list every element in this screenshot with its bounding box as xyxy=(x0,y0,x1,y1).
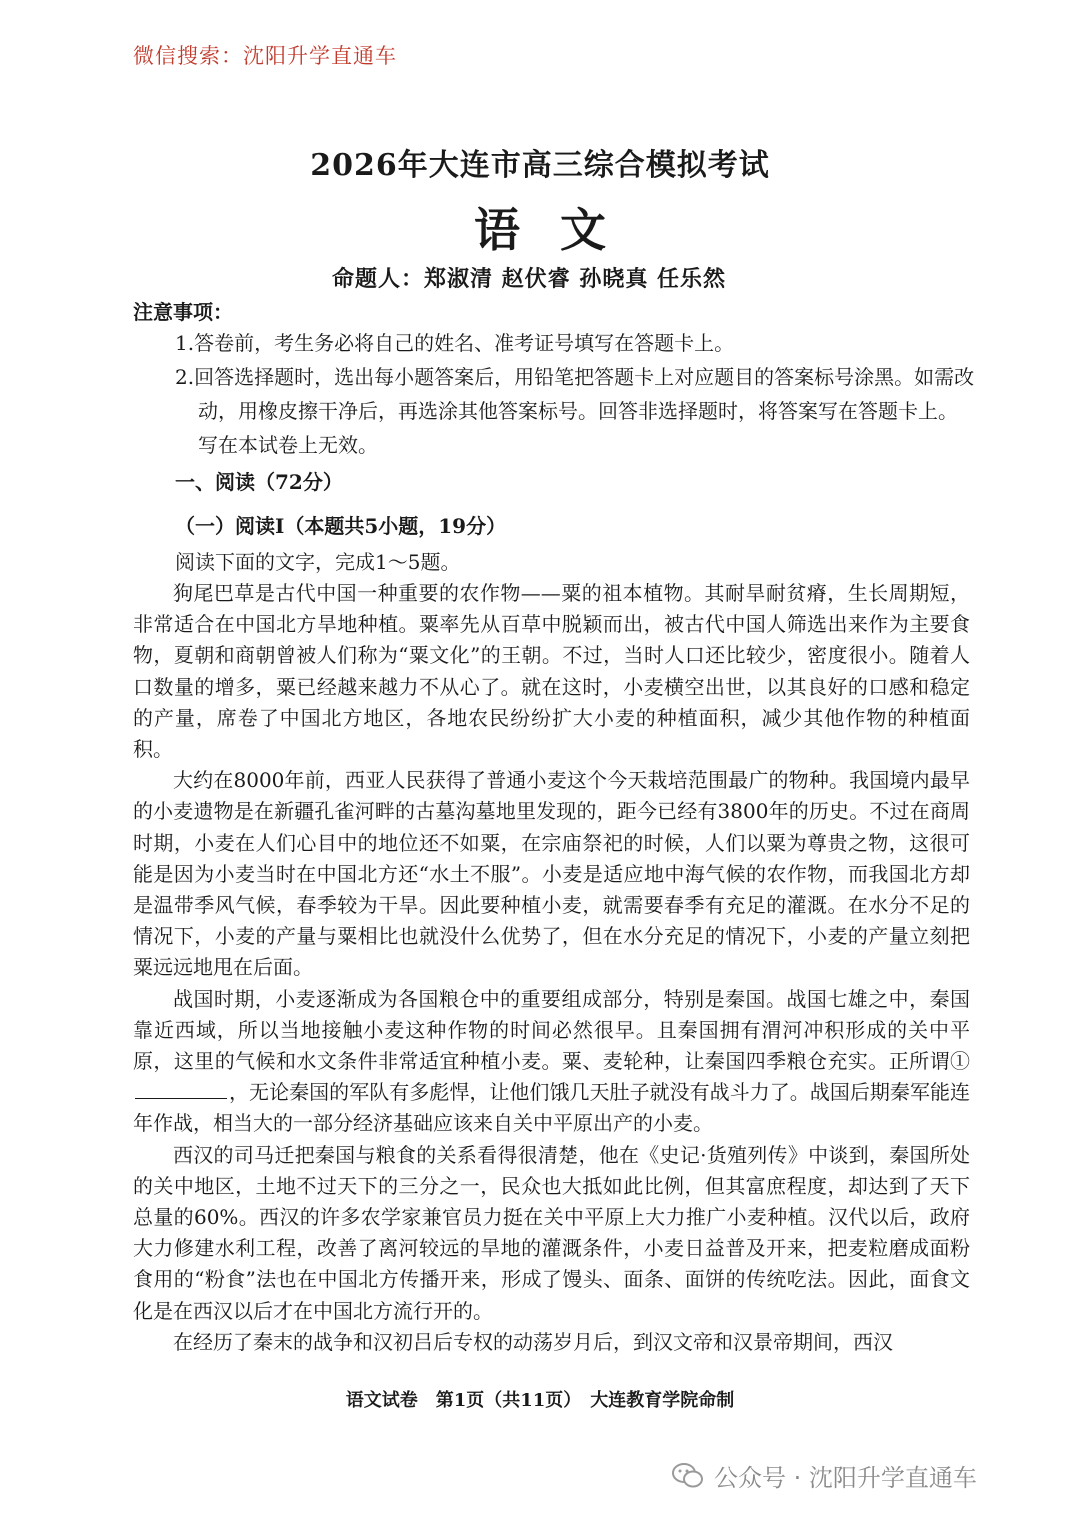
notice-item: 1.答卷前，考生务必将自己的姓名、准考证号填写在答题卡上。 xyxy=(175,331,735,355)
page-footer: 语文试卷 第1页（共11页） 大连教育学院命制 xyxy=(345,1390,735,1411)
wechat-icon xyxy=(672,1462,704,1490)
exam-title: 2026年大连市高三综合模拟考试 xyxy=(310,148,770,183)
passage-paragraph: 大约在8000年前，西亚人民获得了普通小麦这个今天栽培范围最广的物种。我国境内最早的小麦遗物是在新疆孔雀河畔的古墓沟墓地里发现的，距今已经有3800年的历史。不过在商周时期，小麦在人们心目中的地位还不如粟，在宗庙祭祀的时候，人们以粟为尊贵之物，这很可能是因为小麦当时在中国北方还“水土不服”。小麦是适应地中海气候的农作物，而我国北方却是温带季风气候，春季较为干旱。因此要种植小麦，就需要春季有充足的灌溉。在水分不足的情况下，小麦的产量与粟相比也就没什么优势了，但在水分充足的情况下，小麦的产量立刻把粟远远地甩在后面。 xyxy=(133,768,970,980)
passage-text: 战国时期，小麦逐渐成为各国粮仓中的重要组成部分，特别是秦国。战国七雄之中，秦国靠近西域，所以当地接触小麦这种作物的时间必然很早。且秦国拥有渭河冲积形成的关中平原，这里的气候和水文条件非常适宜种植小麦。粟、麦轮种，让秦国四季粮仓充实。正所谓① xyxy=(133,986,970,1074)
passage-paragraph: 狗尾巴草是古代中国一种重要的农作物——粟的祖本植物。其耐旱耐贫瘠，生长周期短，非常适合在中国北方旱地种植。粟率先从百草中脱颖而出，被古代中国人筛选出来作为主要食物，夏朝和商朝曾被人们称为“粟文化”的王朝。不过，当时人口还比较少，密度很小。随着人口数量的增多，粟已经越来越力不从心了。就在这时，小麦横空出世，以其良好的口感和稳定的产量，席卷了中国北方地区，各地农民纷纷扩大小麦的种植面积，减少其他作物的种植面积。 xyxy=(133,581,970,762)
reading-instruction: 阅读下面的文字，完成1～5题。 xyxy=(175,550,461,574)
notice-list xyxy=(175,326,975,462)
top-watermark: 微信搜索：沈阳升学直通车 xyxy=(133,44,397,68)
fill-in-blank xyxy=(135,1080,227,1099)
passage-paragraph: 西汉的司马迁把秦国与粮食的关系看得很清楚，他在《史记·货殖列传》中谈到，秦国所处的关中地区，土地不过天下的三分之一，民众也大抵如此比例，但其富庶程度，却达到了天下总量的60%。西汉的许多农学家兼官员力挺在关中平原上大力推广小麦种植。汉代以后，政府大力修建水利工程，改善了离河较远的旱地的灌溉条件，小麦日益普及开来，把麦粒磨成面粉食用的“粉食”法也在中国北方传播开来，形成了馒头、面条、面饼的传统吃法。因此，面食文化是在西汉以后才在中国北方流行开的。 xyxy=(133,1142,970,1323)
notice-heading: 注意事项： xyxy=(133,300,233,324)
subject-title: 语文 xyxy=(474,203,646,257)
notice-item: 2.回答选择题时，选出每小题答案后，用铅笔把答题卡上对应题目的答案标号涂黑。如需改动，用橡皮擦干净后，再选涂其他答案标号。回答非选择题时，将答案写在答题卡上。写在本试卷上无效。 xyxy=(175,365,975,457)
passage-paragraph xyxy=(133,984,970,1140)
subsection-heading: （一）阅读Ⅰ（本题共5小题，19分） xyxy=(175,514,507,538)
wechat-account-name: 公众号 · 沈阳升学直通车 xyxy=(714,1464,977,1492)
authors-line: 命题人：郑淑清 赵伏睿 孙晓真 任乐然 xyxy=(332,266,726,292)
section-heading: 一、阅读（72分） xyxy=(175,470,343,494)
wechat-watermark xyxy=(672,1458,977,1493)
passage-paragraph: 在经历了秦末的战争和汉初吕后专权的动荡岁月后，到汉文帝和汉景帝期间，西汉 xyxy=(173,1329,893,1354)
passage-text: ，无论秦国的军队有多彪悍，让他们饿几天肚子就没有战斗力了。战国后期秦军能连年作战，相当大的一部分经济基础应该来自关中平原出产的小麦。 xyxy=(133,1080,970,1136)
reading-passage xyxy=(133,578,970,1358)
